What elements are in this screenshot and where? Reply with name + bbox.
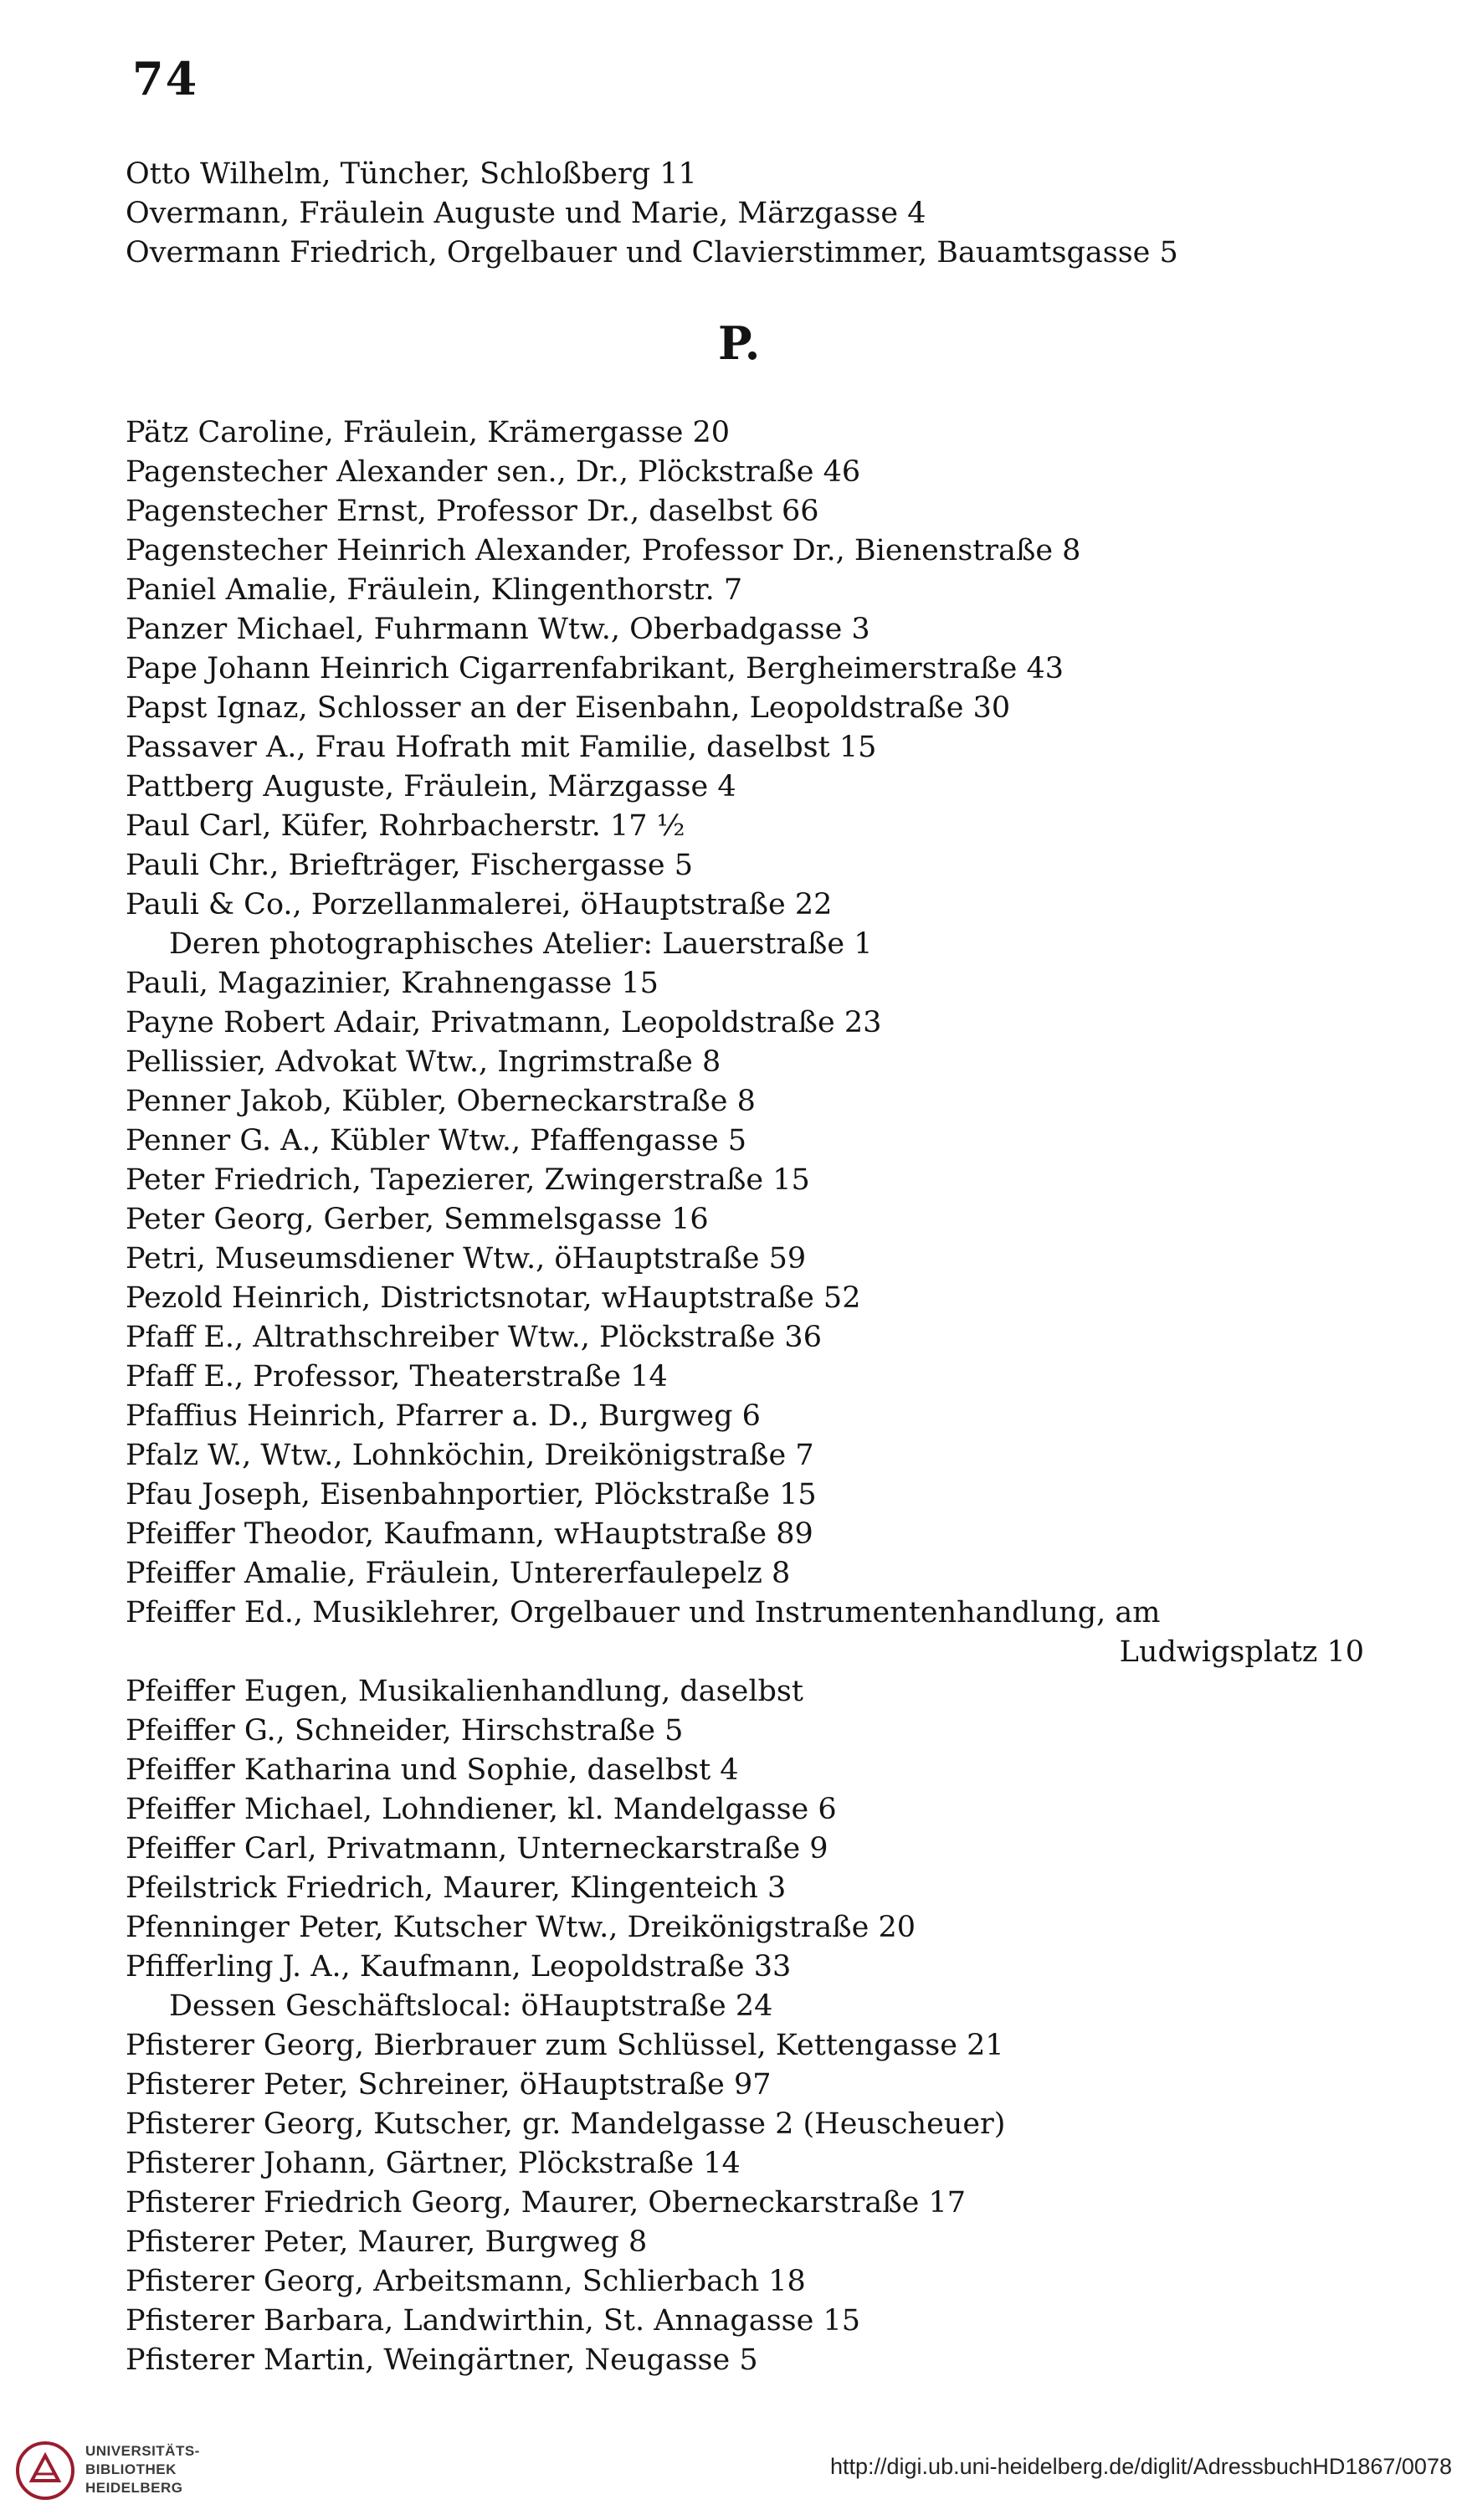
entry-line: Pauli, Magazinier, Krahnengasse 15 <box>126 967 659 1000</box>
entry-line: Otto Wilhelm, Tüncher, Schloßberg 11 <box>126 157 697 191</box>
entry-line: Pfisterer Georg, Arbeitsmann, Schlierbach 18 <box>126 2265 806 2298</box>
entry-line: Pfeiffer G., Schneider, Hirschstraße 5 <box>126 1714 684 1748</box>
entry-line: Pfeiffer Michael, Lohndiener, kl. Mandelgasse 6 <box>126 1793 837 1826</box>
entry-line: Pauli & Co., Porzellanmalerei, öHauptstraße 22 <box>126 888 833 921</box>
entry-line: Pape Johann Heinrich Cigarrenfabrikant, Bergheimerstraße 43 <box>126 652 1064 685</box>
entry-line: Passaver A., Frau Hofrath mit Familie, daselbst 15 <box>126 731 877 764</box>
entry-line: Pagenstecher Ernst, Professor Dr., daselbst 66 <box>126 495 819 528</box>
entry-line: Pfeiffer Amalie, Fräulein, Untererfaulepelz 8 <box>126 1557 791 1590</box>
source-url[interactable]: http://digi.ub.uni-heidelberg.de/diglit/AdressbuchHD1867/0078 <box>829 2454 1452 2479</box>
entry-line: Pfisterer Georg, Kutscher, gr. Mandelgasse 2 (Heuscheuer) <box>126 2107 1006 2141</box>
entry-line: Pfaffius Heinrich, Pfarrer a. D., Burgweg 6 <box>126 1399 761 1433</box>
entry-line: Pfisterer Johann, Gärtner, Plöckstraße 14 <box>126 2147 741 2180</box>
section-header: P. <box>718 316 761 370</box>
entry-list <box>126 413 1364 2380</box>
entry-line: Pfaff E., Altrathschreiber Wtw., Plöckstraße 36 <box>126 1321 822 1354</box>
entry-line: Pfisterer Friedrich Georg, Maurer, Oberneckarstraße 17 <box>126 2186 966 2220</box>
entry-line: Pellissier, Advokat Wtw., Ingrimstraße 8 <box>126 1045 721 1079</box>
entry-line: Pattberg Auguste, Fräulein, Märzgasse 4 <box>126 770 736 803</box>
page-number: 74 <box>132 52 199 105</box>
entry-line: Pfeiffer Katharina und Sophie, daselbst 4 <box>126 1753 739 1787</box>
entry-line: Overmann Friedrich, Orgelbauer und Clavierstimmer, Bauamtsgasse 5 <box>126 236 1178 269</box>
entry-line: Payne Robert Adair, Privatmann, Leopoldstraße 23 <box>126 1006 882 1039</box>
entry-line: Pfeiffer Theodor, Kaufmann, wHauptstraße 89 <box>126 1517 813 1551</box>
entry-line: Pfifferling J. A., Kaufmann, Leopoldstraße 33 <box>126 1950 792 1984</box>
entry-line: Pfisterer Barbara, Landwirthin, St. Annagasse 15 <box>126 2304 860 2338</box>
entry-line: Pfau Joseph, Eisenbahnportier, Plöckstraße 15 <box>126 1478 817 1511</box>
entry-line: Pfenninger Peter, Kutscher Wtw., Dreikönigstraße 20 <box>126 1911 916 1944</box>
entry-line: Paniel Amalie, Fräulein, Klingenthorstr. 7 <box>126 573 743 607</box>
library-name-line: UNIVERSITÄTS- <box>85 2443 200 2459</box>
entry-line: Pfisterer Peter, Schreiner, öHauptstraße 97 <box>126 2068 772 2102</box>
entry-line: Pfalz W., Wtw., Lohnköchin, Dreikönigstraße 7 <box>126 1439 814 1472</box>
entry-line: Pfisterer Peter, Maurer, Burgweg 8 <box>126 2225 648 2259</box>
entry-line: Dessen Geschäftslocal: öHauptstraße 24 <box>169 1989 773 2023</box>
library-logo <box>15 2435 266 2511</box>
entry-line: Pfeilstrick Friedrich, Maurer, Klingenteich 3 <box>126 1871 787 1905</box>
entry-line: Pagenstecher Heinrich Alexander, Professor Dr., Bienenstraße 8 <box>126 534 1081 567</box>
entry-line: Pfeiffer Eugen, Musikalienhandlung, daselbst <box>126 1675 803 1708</box>
directory-entries <box>126 155 1364 2380</box>
entry-line: Pfeiffer Carl, Privatmann, Unterneckarstraße 9 <box>126 1832 828 1866</box>
entry-line: Pagenstecher Alexander sen., Dr., Plöckstraße 46 <box>126 455 861 489</box>
entry-line: Ludwigsplatz 10 <box>1119 1635 1364 1669</box>
entry-line: Pfisterer Georg, Bierbrauer zum Schlüssel, Kettengasse 21 <box>126 2029 1004 2062</box>
entry-line: Penner G. A., Kübler Wtw., Pfaffengasse 5 <box>126 1124 747 1157</box>
entry-line: Overmann, Fräulein Auguste und Marie, Märzgasse 4 <box>126 197 926 230</box>
library-seal-icon <box>15 2440 75 2501</box>
entry-line: Peter Friedrich, Tapezierer, Zwingerstraße 15 <box>126 1163 810 1197</box>
entry-line: Pätz Caroline, Fräulein, Krämergasse 20 <box>126 416 731 449</box>
entry-line: Peter Georg, Gerber, Semmelsgasse 16 <box>126 1203 709 1236</box>
page-footer <box>0 2419 1462 2520</box>
entry-line: Pfaff E., Professor, Theaterstraße 14 <box>126 1360 668 1393</box>
entry-line: Pfeiffer Ed., Musiklehrer, Orgelbauer und Instrumentenhandlung, am <box>126 1596 1161 1630</box>
entry-line: Papst Ignaz, Schlosser an der Eisenbahn, Leopoldstraße 30 <box>126 691 1011 725</box>
entry-line: Pfisterer Martin, Weingärtner, Neugasse 5 <box>126 2343 758 2377</box>
entry-line: Petri, Museumsdiener Wtw., öHauptstraße 59 <box>126 1242 807 1275</box>
entry-line: Deren photographisches Atelier: Lauerstraße 1 <box>169 927 873 961</box>
entry-line: Pezold Heinrich, Districtsnotar, wHauptstraße 52 <box>126 1281 861 1315</box>
entry-line: Penner Jakob, Kübler, Oberneckarstraße 8 <box>126 1085 756 1118</box>
entry-line: Pauli Chr., Briefträger, Fischergasse 5 <box>126 849 694 882</box>
entry-line: Panzer Michael, Fuhrmann Wtw., Oberbadgasse 3 <box>126 613 870 646</box>
library-name-line: BIBLIOTHEK <box>85 2461 177 2477</box>
library-name <box>85 2442 200 2497</box>
entry-line: Paul Carl, Küfer, Rohrbacherstr. 17 ½ <box>126 809 685 843</box>
library-name-line: HEIDELBERG <box>85 2480 183 2496</box>
